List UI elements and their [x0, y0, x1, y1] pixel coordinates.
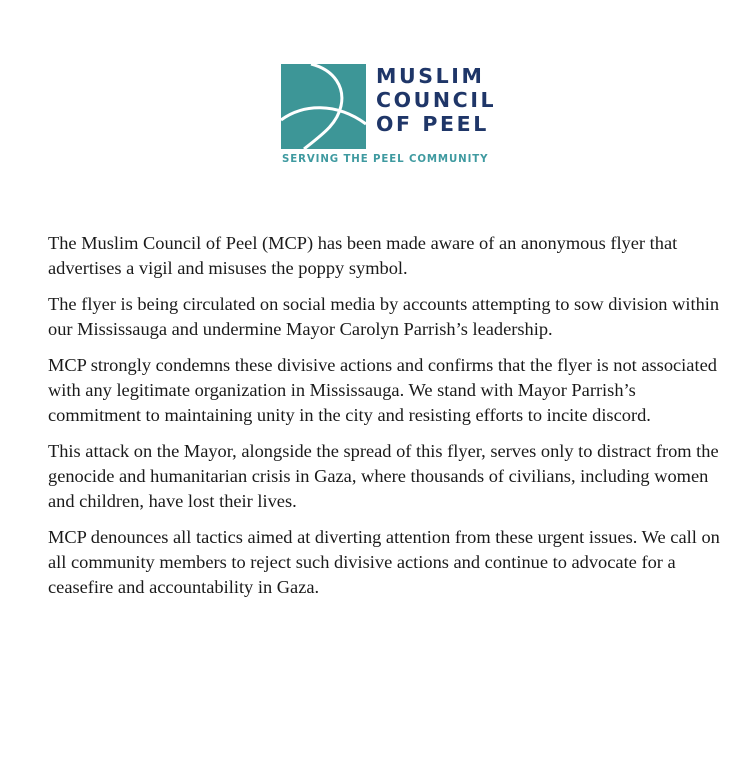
organization-logo [281, 64, 501, 164]
logo-mark-icon [281, 64, 366, 149]
statement-paragraph-4: This attack on the Mayor, alongside the spread of this flyer, serves only to distract from the genocide and humanitarian crisis in Gaza, where thousands of civilians, including women and children, have lost their lives. [48, 441, 719, 511]
statement-body [48, 231, 728, 611]
statement-paragraph-1: The Muslim Council of Peel (MCP) has been made aware of an anonymous flyer that advertises a vigil and misuses the poppy symbol. [48, 233, 678, 278]
logo-tagline: SERVING THE PEEL COMMUNITY [282, 154, 489, 165]
statement-paragraph-3: MCP strongly condemns these divisive actions and confirms that the flyer is not associated with any legitimate organization in Mississauga. We stand with Mayor Parrish’s commitment to maintaining unity in the city and resisting efforts to incite discord. [48, 355, 717, 425]
logo-wordmark [376, 64, 496, 136]
logo-name-line-3: OF PEEL [376, 112, 489, 136]
statement-paragraph-5: MCP denounces all tactics aimed at diverting attention from these urgent issues. We call on all community members to reject such divisive actions and continue to advocate for a ceasefire and accountability in Gaza. [48, 527, 720, 597]
logo-name-line-1: MUSLIM [376, 64, 485, 88]
statement-paragraph-2: The flyer is being circulated on social media by accounts attempting to sow division within our Mississauga and undermine Mayor Carolyn Parrish’s leadership. [48, 294, 720, 339]
logo-name-line-2: COUNCIL [376, 88, 497, 112]
